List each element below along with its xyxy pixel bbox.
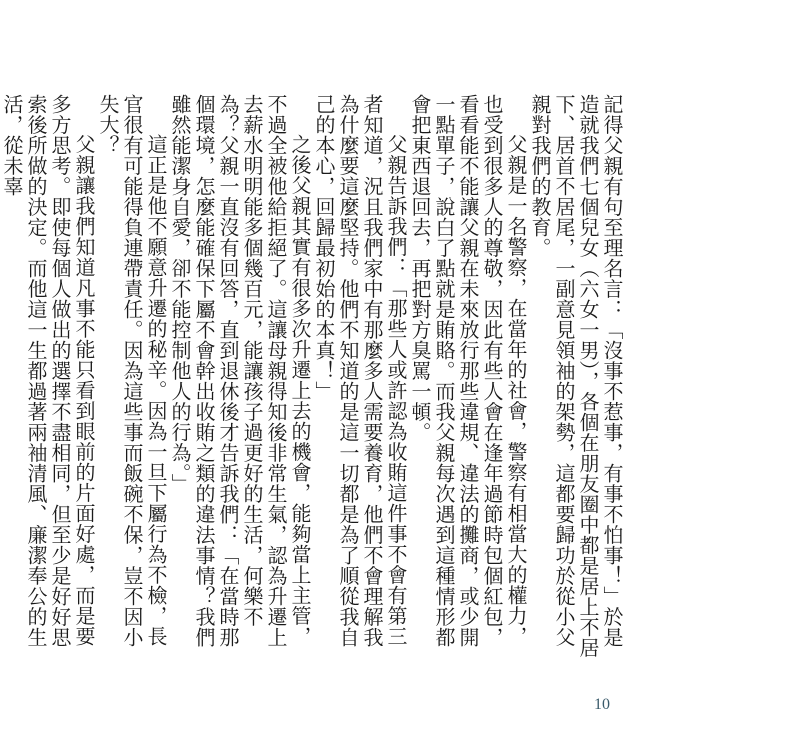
page-number: 10	[594, 696, 610, 713]
paragraph-1: 記得父親有句至理名言：「沒事不惹事，有事不怕事！」於是造就我們七個兒女（六女一男），各個在朋友圈中都是居上不居下、居首不居尾，一副意見領袖的架勢，這都要歸功於從小父親對我們的教育。	[528, 94, 624, 658]
paragraph-5: 這正是他不願意升遷的秘辛。因為一旦下屬行為不檢，長官很有可能得負連帶責任。因為這些事而飯碗不保，豈不因小失大？	[96, 94, 168, 648]
paragraph-6: 父親讓我們知道凡事不能只看到眼前的片面好處，而是要多方思考。即使每個人做出的選擇不盡相同，但至少是好好思索後所做的決定。而他這一生都過著兩袖清風、廉潔奉公的生活，從未辜	[0, 94, 96, 648]
vertical-text-body	[0, 94, 624, 662]
paragraph-2: 父親是一名警察，在當年的社會，警察有相當大的權力，也受到很多人的尊敬，因此有些人會在逢年過節時包個紅包，看看能不能讓父親在未來放行那些違規、違法的攤商，或少開一點單子，說白了點就是賄賂。而我父親每次遇到這種情形都會把東西退回去，再把對方臭罵一頓。	[408, 94, 528, 648]
paragraph-3: 父親告訴我們：「那些人或許認為收賄這件事不會有第三者知道，況且我們家中有那麼多人需要養育，他們不會理解我為什麼要這麼堅持。他們不知道的是這一切都是為了順從我自己的本心，回歸最初始的本真！」	[312, 94, 408, 648]
paragraph-4: 之後父親其實有很多次升遷上去的機會，能夠當上主管，不過全被他給拒絕了。這讓母親得知後非常生氣，認為升遷上去薪水明明能多個幾百元，能讓孩子過更好的生活，何樂不為？父親一直沒有回答，直到退休後才告訴我們：「在當時那個環境，怎麼能確保下屬不會幹出收賄之類的違法事情？我們雖然能潔身自愛，卻不能控制他人的行為。」	[168, 94, 312, 648]
